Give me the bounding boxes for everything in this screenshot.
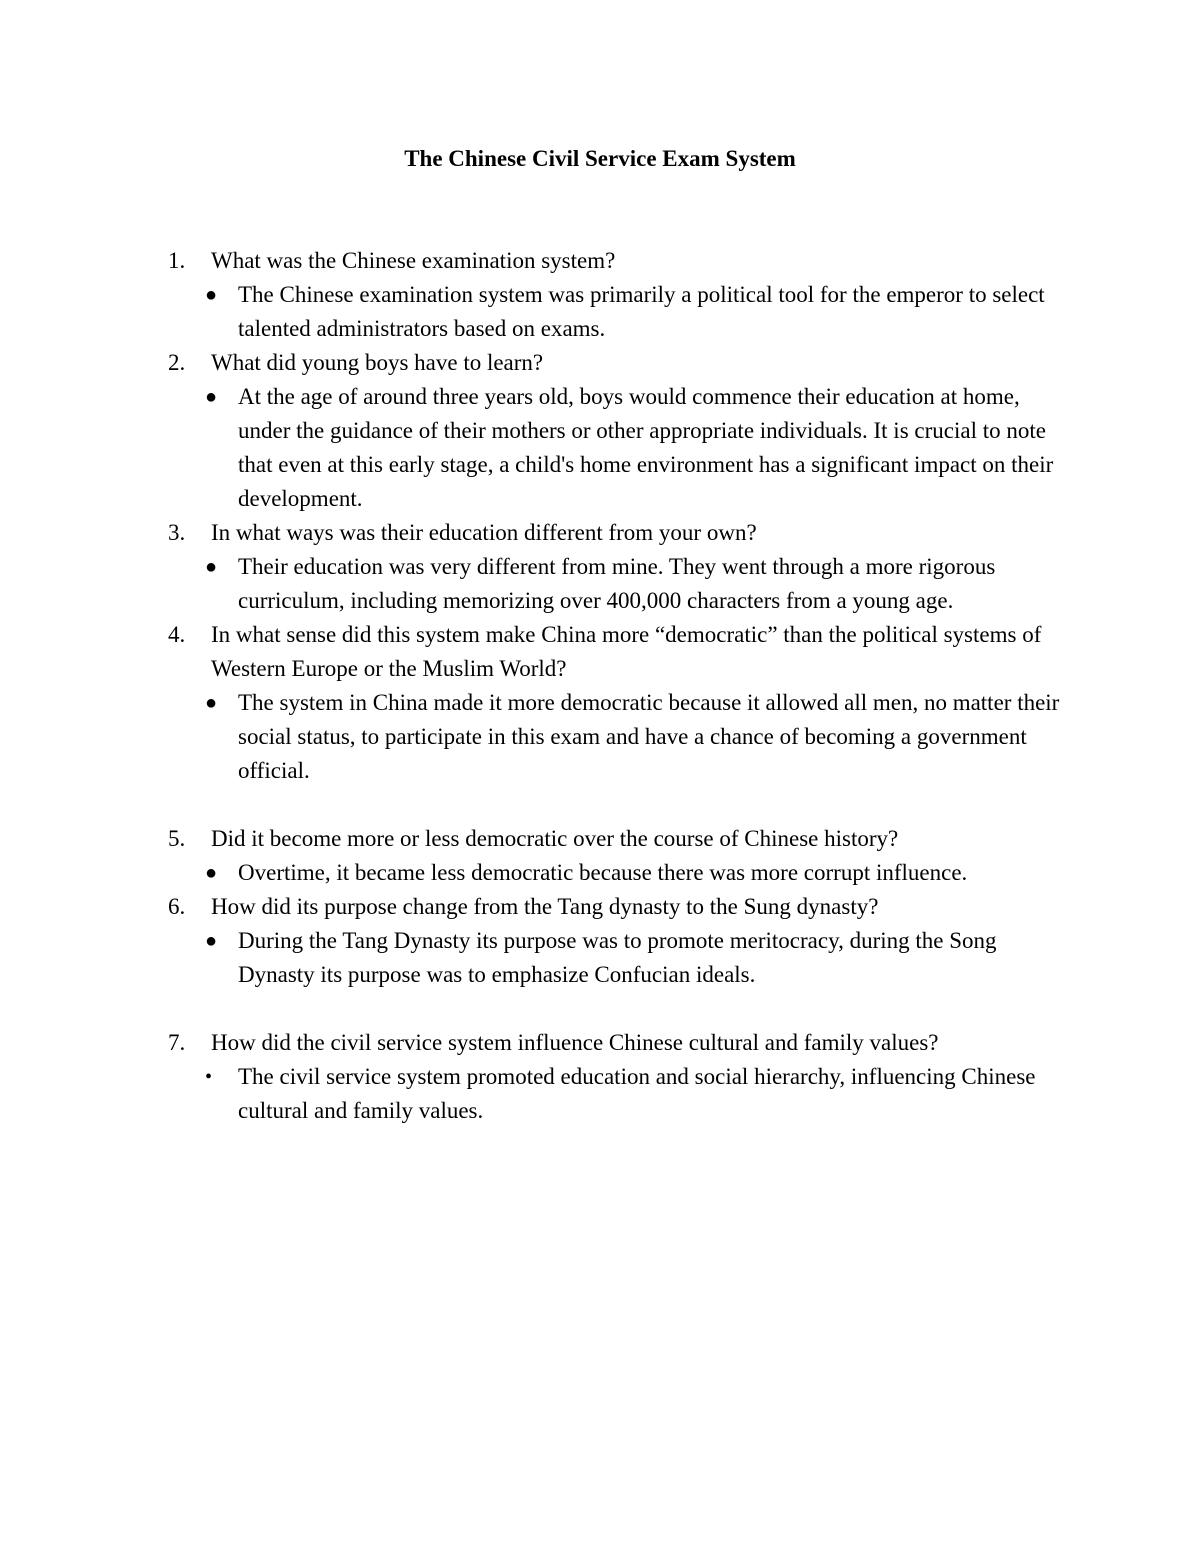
answer-text: The system in China made it more democratic because it allowed all men, no matter their social status, to participate in this exam and have a chance of becoming a government official. xyxy=(238,690,1060,783)
question xyxy=(168,346,1068,380)
question-text: How did the civil service system influence Chinese cultural and family values? xyxy=(211,1030,939,1055)
question xyxy=(168,618,1068,686)
question-text: What was the Chinese examination system? xyxy=(211,248,616,273)
question-text: In what ways was their education different from your own? xyxy=(211,520,757,545)
answer xyxy=(168,278,1068,346)
question-number: 4. xyxy=(168,622,186,647)
answer-text: At the age of around three years old, boys would commence their education at home, under the guidance of their mothers or other appropriate individuals. It is crucial to note that even at this early stage, a child's home environment has a significant impact on their development. xyxy=(238,384,1054,511)
bullet-dot-icon: ● xyxy=(205,692,218,714)
bullet-dot-icon: ● xyxy=(205,930,218,952)
bullet-dot-icon: ● xyxy=(205,862,218,884)
question-list xyxy=(168,244,1068,1128)
list-item xyxy=(168,244,1068,346)
bullet-dot-icon: ● xyxy=(205,386,218,408)
bullet-dot-icon: ● xyxy=(205,556,218,578)
list-item xyxy=(168,822,1068,890)
question-number: 6. xyxy=(168,894,186,919)
answer-text: During the Tang Dynasty its purpose was to promote meritocracy, during the Song Dynasty its purpose was to emphasize Confucian ideals. xyxy=(238,928,997,987)
answer xyxy=(168,380,1068,516)
question xyxy=(168,822,1068,856)
answer xyxy=(168,856,1068,890)
answer xyxy=(168,1060,1068,1128)
question xyxy=(168,890,1068,924)
list-item xyxy=(168,618,1068,788)
list-item xyxy=(168,516,1068,618)
question-number: 3. xyxy=(168,520,186,545)
answer-text: The civil service system promoted education and social hierarchy, influencing Chinese cultural and family values. xyxy=(238,1064,1036,1123)
question-number: 5. xyxy=(168,826,186,851)
question-text: In what sense did this system make China more “democratic” than the political systems of Western Europe or the Muslim World? xyxy=(211,622,1042,681)
question-text: Did it become more or less democratic over the course of Chinese history? xyxy=(211,826,899,851)
answer xyxy=(168,686,1068,788)
list-item xyxy=(168,890,1068,992)
question-number: 1. xyxy=(168,248,186,273)
answer-text: Their education was very different from mine. They went through a more rigorous curriculum, including memorizing over 400,000 characters from a young age. xyxy=(238,554,996,613)
answer xyxy=(168,550,1068,618)
list-item xyxy=(168,1026,1068,1128)
bullet-dot-icon: • xyxy=(205,1066,213,1088)
document-title: The Chinese Civil Service Exam System xyxy=(404,146,796,171)
question-text: How did its purpose change from the Tang dynasty to the Sung dynasty? xyxy=(211,894,879,919)
answer xyxy=(168,924,1068,992)
question xyxy=(168,1026,1068,1060)
question-number: 7. xyxy=(168,1030,186,1055)
question xyxy=(168,516,1068,550)
list-item xyxy=(168,346,1068,516)
question xyxy=(168,244,1068,278)
answer-text: Overtime, it became less democratic because there was more corrupt influence. xyxy=(238,860,968,885)
question-number: 2. xyxy=(168,350,186,375)
answer-text: The Chinese examination system was primarily a political tool for the emperor to select talented administrators based on exams. xyxy=(238,282,1045,341)
question-text: What did young boys have to learn? xyxy=(211,350,544,375)
bullet-dot-icon: ● xyxy=(205,284,218,306)
